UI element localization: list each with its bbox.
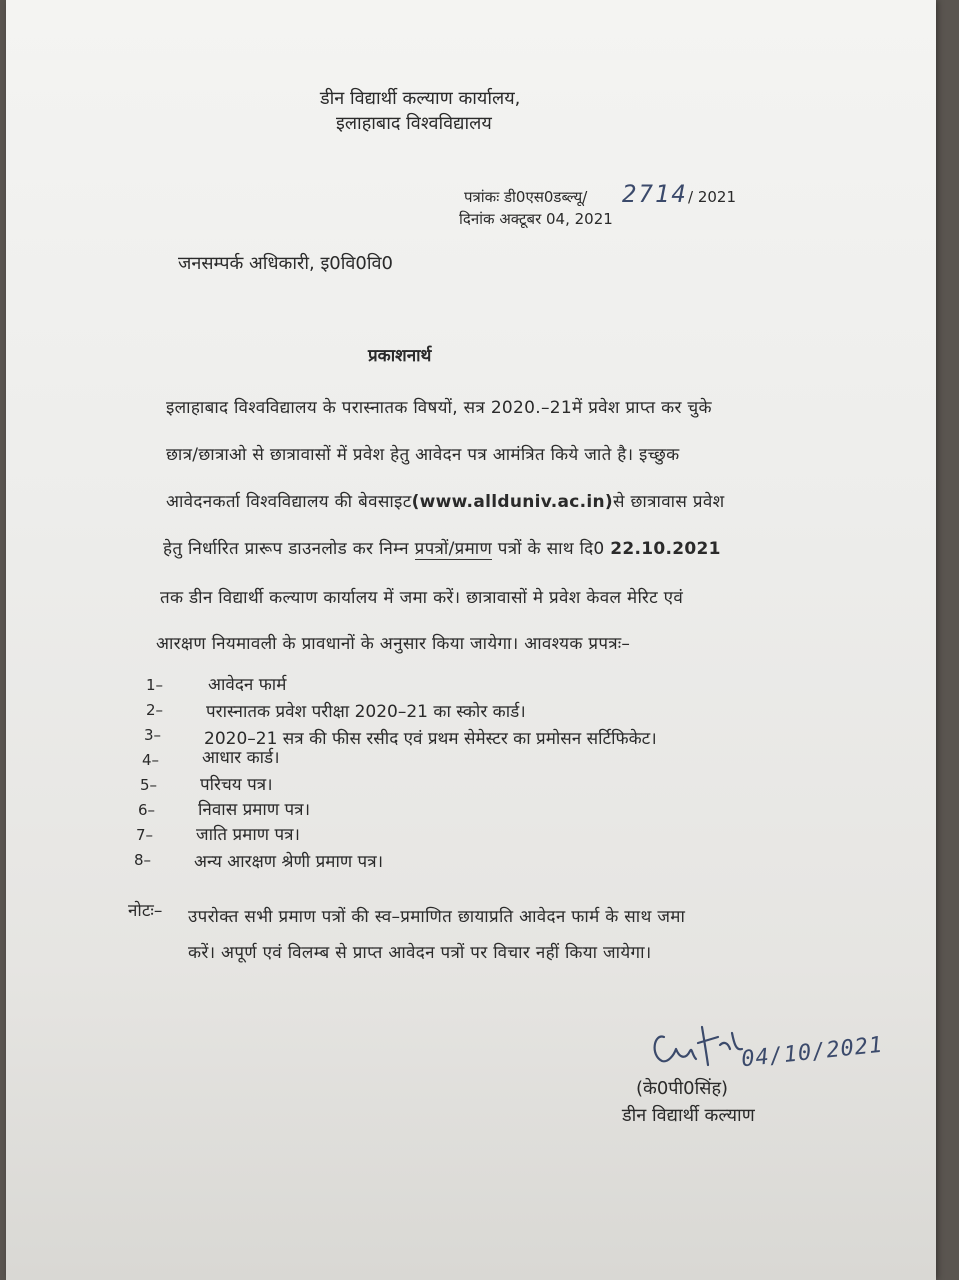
body-line-1: इलाहाबाद विश्वविद्यालय के परास्नातक विषयों, सत्र 2020.–21में प्रवेश प्राप्त कर चुके — [166, 398, 712, 418]
letter-date: दिनांक अक्टूबर 04, 2021 — [459, 210, 613, 228]
website-url: (www.allduniv.ac.in) — [411, 492, 614, 512]
office-name: डीन विद्यार्थी कल्याण कार्यालय, — [320, 88, 521, 109]
doc-num-6: 6– — [138, 801, 156, 819]
doc-item-7: जाति प्रमाण पत्र। — [196, 825, 300, 845]
body-line-4-start: हेतु निर्धारित प्रारूप डाउनलोड कर निम्न — [163, 539, 415, 559]
signatory-name: (के0पी0सिंह) — [636, 1078, 729, 1099]
documents-underlined: प्रपत्रों/प्रमाण — [414, 539, 493, 559]
doc-item-3: 2020–21 सत्र की फीस रसीद एवं प्रथम सेमेस्टर का प्रमोसन सर्टिफिकेट। — [204, 729, 657, 749]
doc-num-3: 3– — [144, 726, 162, 744]
doc-num-8: 8– — [134, 851, 152, 869]
doc-item-6: निवास प्रमाण पत्र। — [198, 800, 311, 820]
doc-item-5: परिचय पत्र। — [200, 775, 273, 795]
doc-num-1: 1– — [146, 676, 164, 694]
reference-year: / 2021 — [688, 188, 736, 206]
body-line-4-mid: पत्रों के साथ दि0 — [492, 539, 611, 559]
deadline-date: 22.10.2021 — [610, 539, 721, 559]
university-name: इलाहाबाद विश्वविद्यालय — [336, 113, 492, 134]
doc-num-4: 4– — [142, 751, 160, 769]
doc-item-1: आवेदन फार्म — [208, 675, 287, 695]
note-line-2: करें। अपूर्ण एवं विलम्ब से प्राप्त आवेदन पत्रों पर विचार नहीं किया जायेगा। — [188, 943, 652, 963]
signature-date: 04/10/2021 — [740, 1032, 885, 1073]
doc-item-8: अन्य आरक्षण श्रेणी प्रमाण पत्र। — [194, 852, 384, 872]
subject-heading: प्रकाशनार्थ — [368, 346, 432, 366]
doc-num-2: 2– — [146, 701, 164, 719]
reference-number: 2714 — [622, 180, 688, 208]
body-line-3-start: आवेदनकर्ता विश्वविद्यालय की बेवसाइट — [166, 492, 412, 512]
body-line-5: तक डीन विद्यार्थी कल्याण कार्यालय में जमा करें। छात्रावासों मे प्रवेश केवल मेरिट एवं — [160, 588, 684, 608]
reference-label: पत्रांकः डी0एस0डब्ल्यू/ — [464, 188, 588, 206]
doc-item-4: आधार कार्ड। — [202, 748, 280, 768]
doc-num-5: 5– — [140, 776, 158, 794]
doc-item-2: परास्नातक प्रवेश परीक्षा 2020–21 का स्कोर कार्ड। — [206, 702, 526, 722]
doc-num-7: 7– — [136, 826, 154, 844]
signatory-designation: डीन विद्यार्थी कल्याण — [622, 1105, 755, 1126]
recipient: जनसम्पर्क अधिकारी, इ0वि0वि0 — [178, 253, 393, 274]
body-line-6: आरक्षण नियमावली के प्रावधानों के अनुसार किया जायेगा। आवश्यक प्रपत्रः– — [156, 634, 631, 654]
body-line-4 — [163, 538, 721, 560]
body-line-3 — [166, 491, 724, 513]
body-line-3-end: से छात्रावास प्रवेश — [613, 492, 725, 512]
body-line-2: छात्र/छात्राओ से छात्रावासों में प्रवेश हेतु आवेदन पत्र आमंत्रित किये जाते है। इच्छुक — [166, 445, 680, 465]
note-line-1: उपरोक्त सभी प्रमाण पत्रों की स्व–प्रमाणित छायाप्रति आवेदन फार्म के साथ जमा — [188, 907, 686, 927]
note-label: नोटः– — [128, 901, 163, 921]
letter-page — [6, 0, 936, 1280]
